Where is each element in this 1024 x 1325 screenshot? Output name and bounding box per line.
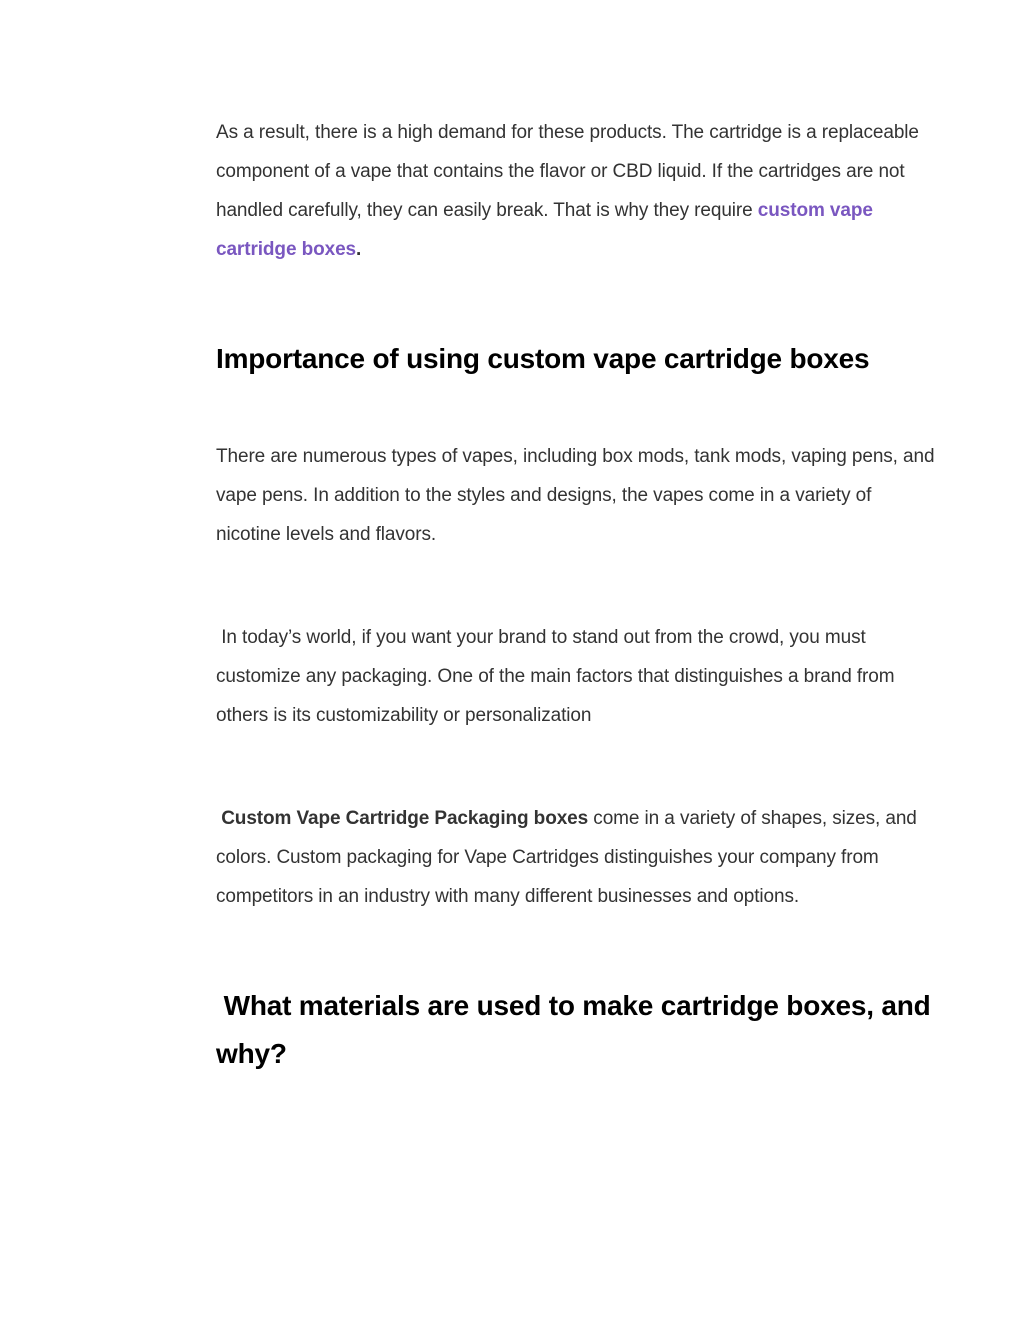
custom-vape-cartridge-boxes-link[interactable]: custom vape cartridge boxes [216, 200, 873, 260]
packaging-boxes-text: come in a variety of shapes, sizes, and colors. Custom packaging for Vape Cartridges distinguishes your company from competitors in an industry with many different businesses and options. [216, 808, 922, 907]
packaging-boxes-paragraph [216, 799, 936, 916]
intro-paragraph [216, 113, 936, 269]
vape-types-paragraph: There are numerous types of vapes, including box mods, tank mods, vaping pens, and vape pens. In addition to the styles and designs, the vapes come in a variety of nicotine levels and flavors. [216, 446, 935, 545]
packaging-boxes-bold-text: Custom Vape Cartridge Packaging boxes [216, 808, 589, 829]
customization-paragraph: In today’s world, if you want your brand to stand out from the crowd, you must customize any packaging. One of the main factors that distinguishes a brand from others is its customizability or personalization [216, 627, 900, 726]
importance-heading: Importance of using custom vape cartridge boxes [216, 343, 870, 374]
intro-paragraph-text: As a result, there is a high demand for these products. The cartridge is a replaceable component of a vape that contains the flavor or CBD liquid. If the cartridges are not handled carefully, they can easily break. That is why they require [216, 122, 919, 221]
intro-paragraph-period: . [356, 239, 362, 260]
materials-heading: What materials are used to make cartridge boxes, and why? [216, 990, 939, 1069]
